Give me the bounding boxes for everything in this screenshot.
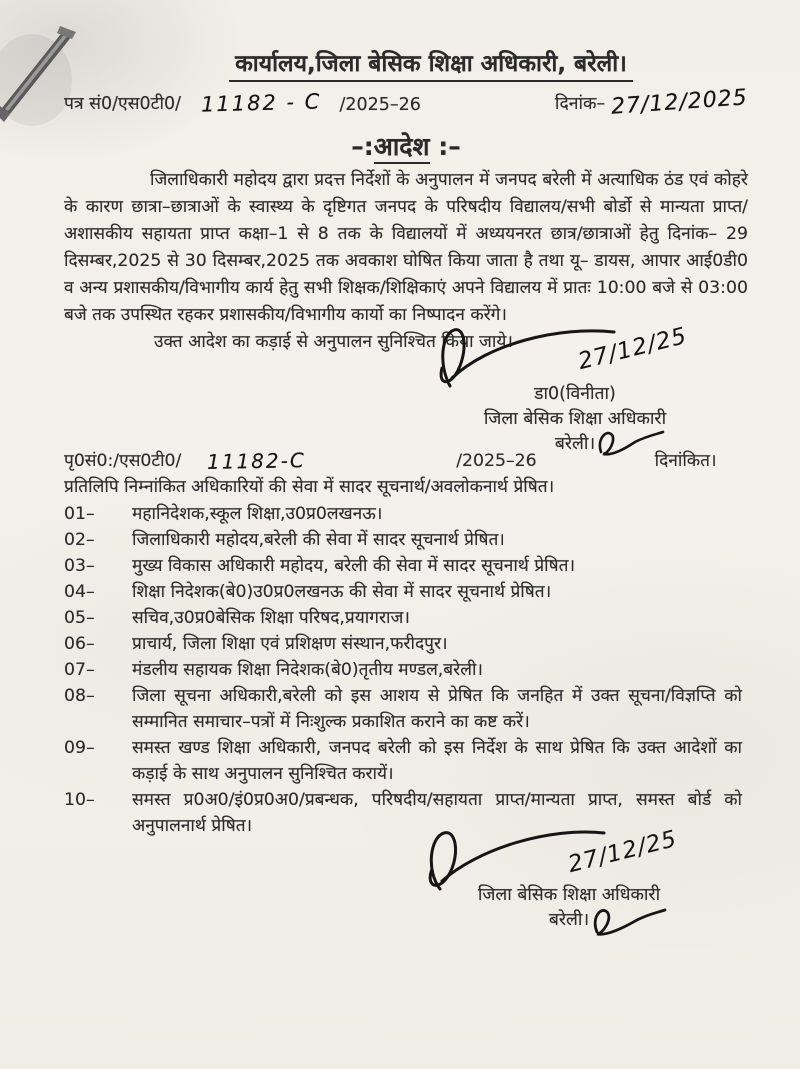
- order-body-paragraph: जिलाधिकारी महोदय द्वारा प्रदत्त निर्देशों के अनुपालन में जनपद बरेली में अत्याधिक ठंड एवं कोहरे के कारण छात्रा–छात्राओं के स्वास्थ्य के दृष्टिगत जनपद के परिषदीय विद्यालय/सभी बोर्डो से मान्यता प्राप्त/अशासकीय सहायता प्राप्त कक्षा–1 से 8 तक के विद्यालयों में अध्ययनरत छात्र/छात्राओं हेतु दिनांक– 29 दिसम्बर,2025 से 30 दिसम्बर,2025 तक अवकाश घोषित किया जाता है तथा यू– डायस, आपार आई0डी0 व अन्य प्रशासकीय/विभागीय कार्य हेतु सभी शिक्षक/शिक्षिकाएं अपने विद्यालय में प्रातः 10:00 बजे से 03:00 बजे तक उपस्थित रहकर प्रशासकीय/विभागीय कार्यो का निष्पादन करेंगे।: [64, 170, 748, 325]
- list-item: [64, 735, 748, 787]
- signatory-designation: जिला बेसिक शिक्षा अधिकारी: [483, 409, 667, 429]
- list-item-number: 03–: [64, 556, 95, 576]
- signatory-name: डा0(विनीता): [534, 384, 616, 404]
- list-item-text: शिक्षा निदेशक(बे0)उ0प्र0लखनऊ की सेवा में सादर सूचनार्थ प्रेषित।: [132, 582, 552, 602]
- signatory-designation: जिला बेसिक शिक्षा अधिकारी: [477, 885, 661, 905]
- list-item-number: 08–: [64, 686, 95, 706]
- list-item: [64, 501, 748, 527]
- date-handwritten: 27/12/2025: [610, 85, 749, 120]
- list-item: [64, 631, 748, 657]
- letter-reference-row: [64, 85, 749, 120]
- list-item-text: जिलाधिकारी महोदय,बरेली की सेवा में सादर सूचनार्थ प्रेषित।: [132, 530, 505, 550]
- signature-bottom-date-handwritten: 27/12/25: [565, 825, 680, 879]
- list-item: [64, 527, 748, 553]
- order-heading-open: –:: [351, 132, 374, 161]
- order-heading: [64, 129, 748, 163]
- signatory-place: [555, 432, 595, 457]
- list-item: [64, 553, 748, 579]
- letter-no-handwritten: 11182 - C: [200, 89, 322, 117]
- list-item-number: 01–: [64, 504, 95, 524]
- list-item: [64, 787, 748, 839]
- endorsement-dated-label: दिनांकित।: [654, 451, 717, 471]
- signatory-place-text: बरेली।: [554, 434, 596, 454]
- list-item: [64, 605, 748, 631]
- signature-initial-icon: [589, 902, 667, 942]
- order-heading-close: :–: [438, 132, 461, 161]
- endorsement-year: /2025–26: [456, 451, 537, 471]
- letter-no-year: /2025–26: [339, 95, 421, 115]
- order-compliance-line: उक्त आदेश का कड़ाई से अनुपालन सुनिश्चित किया जाये।: [154, 332, 513, 352]
- office-header-title: कार्यालय,जिला बेसिक शिक्षा अधिकारी, बरेली।: [229, 46, 633, 82]
- list-item: [64, 683, 748, 735]
- list-item-number: 04–: [64, 582, 95, 602]
- list-item-number: 10–: [64, 790, 95, 810]
- signature-block-bottom: [64, 825, 748, 951]
- list-item-number: 09–: [64, 738, 95, 758]
- letter-no-prefix: पत्र सं0/एस0टी0/: [64, 94, 182, 114]
- signatory-place: [549, 908, 589, 933]
- list-item-text: समस्त प्र0अ0/इं0प्र0अ0/प्रबन्धक, परिषदीय/सहायता प्राप्त/मान्यता प्राप्त, समस्त बोर्ड को अनुपालनार्थ प्रेषित।: [132, 790, 742, 836]
- order-heading-word: आदेश: [374, 132, 430, 164]
- copy-to-line: प्रतिलिपि निम्नांकित अधिकारियों की सेवा में सादर सूचनार्थ/अवलोकनार्थ प्रेषित।: [64, 477, 555, 497]
- list-item-text: महानिदेशक,स्कूल शिक्षा,उ0प्र0लखनऊ।: [132, 504, 383, 524]
- distribution-list: [64, 501, 748, 839]
- list-item-text: समस्त खण्ड शिक्षा अधिकारी, जनपद बरेली को इस निर्देश के साथ प्रेषित कि उक्त आदेशों का कड़ाई के साथ अनुपालन सुनिश्चित करायें।: [132, 738, 742, 784]
- list-item-text: मंडलीय सहायक शिक्षा निदेशक(बे0)तृतीय मण्डल,बरेली।: [132, 660, 483, 680]
- signatory-place-text: बरेली।: [548, 910, 590, 930]
- list-item: [64, 657, 748, 683]
- endorsement-prefix: पृ0सं0:/एस0टी0/: [64, 451, 182, 471]
- list-item: [64, 579, 748, 605]
- date-label: दिनांक–: [554, 94, 606, 114]
- list-item-text: प्राचार्य, जिला शिक्षा एवं प्रशिक्षण संस्थान,फरीदपुर।: [132, 634, 448, 654]
- list-item-number: 02–: [64, 530, 95, 550]
- endorsement-no-handwritten: 11182-C: [207, 448, 307, 474]
- signature-top-date-handwritten: 27/12/25: [575, 322, 690, 376]
- list-item-number: 05–: [64, 608, 95, 628]
- list-item-text: सचिव,उ0प्र0बेसिक शिक्षा परिषद,प्रयागराज।: [132, 608, 410, 628]
- list-item-number: 07–: [64, 660, 95, 680]
- signature-initial-icon: [595, 426, 665, 460]
- list-item-text: मुख्य विकास अधिकारी महोदय, बरेली की सेवा में सादर सूचनार्थ प्रेषित।: [132, 556, 576, 576]
- list-item-number: 06–: [64, 634, 95, 654]
- list-item-text: जिला सूचना अधिकारी,बरेली को इस आशय से प्रेषित कि जनहित में उक्त सूचना/विज्ञप्ति को सम्मानित समाचार–पत्रों में निःशुल्क प्रकाशित कराने का कष्ट करें।: [132, 686, 742, 732]
